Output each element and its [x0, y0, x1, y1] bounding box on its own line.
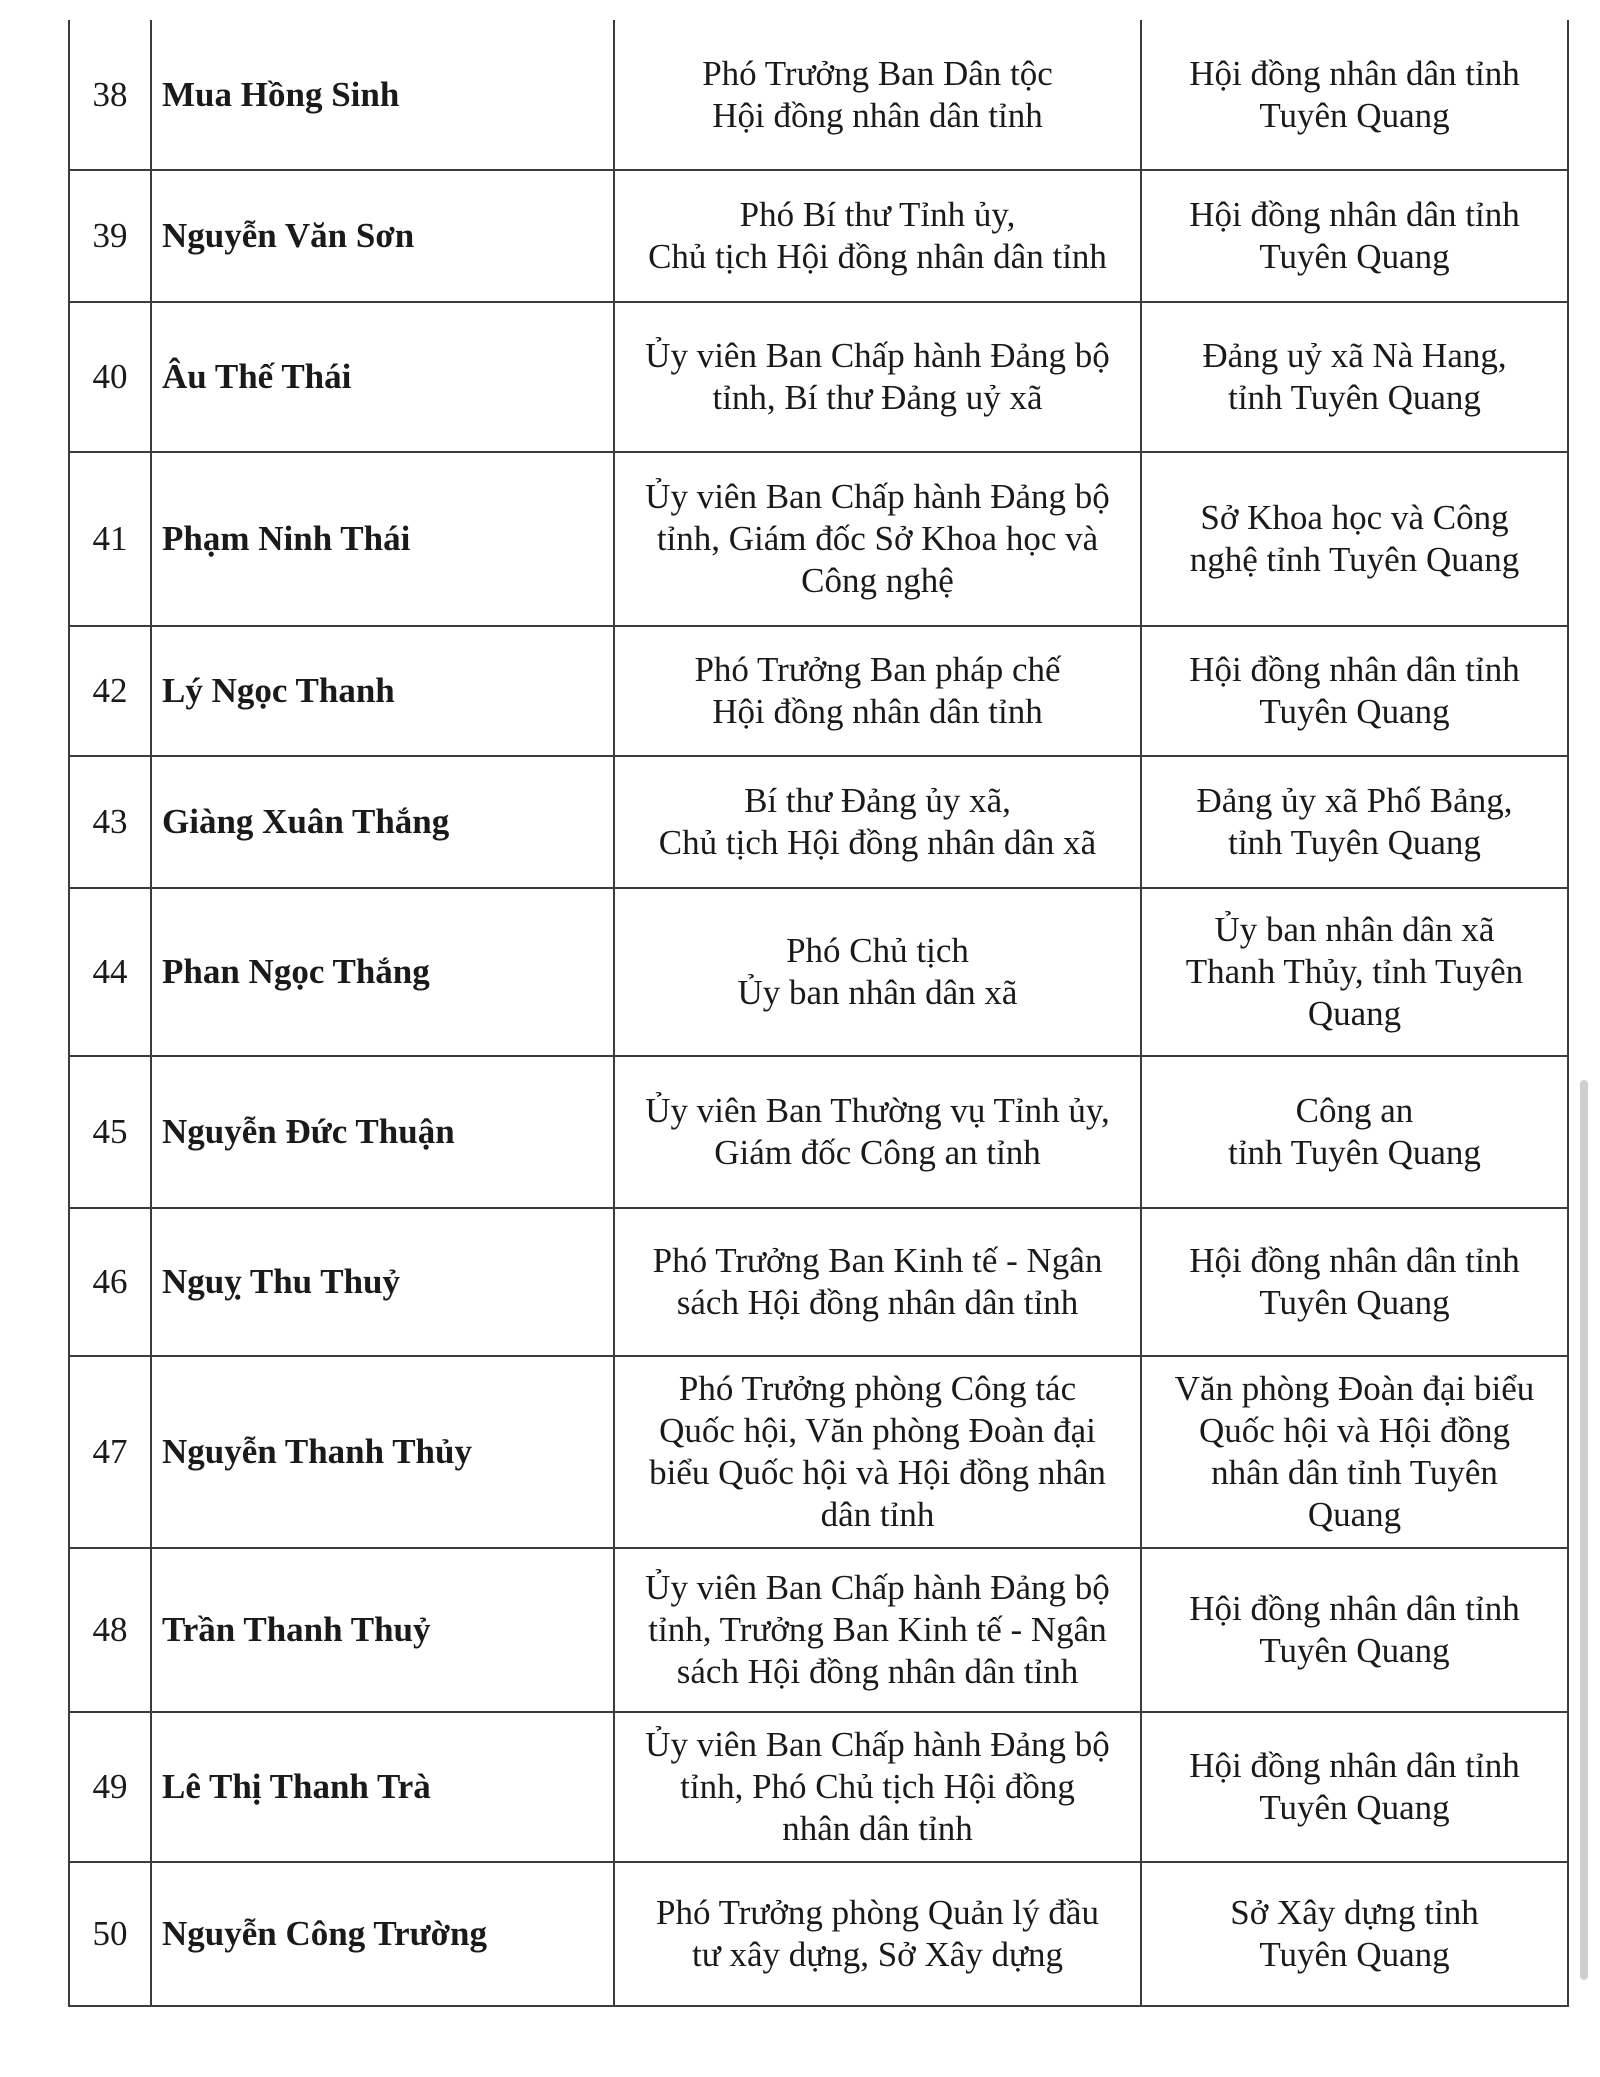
- organization-line: Công an: [1295, 1091, 1414, 1130]
- organization-line: Sở Xây dựng tỉnh: [1230, 1893, 1479, 1932]
- member-position: [614, 1056, 1141, 1208]
- position-line: Ủy ban nhân dân xã: [737, 973, 1018, 1012]
- row-number: 38: [69, 20, 151, 170]
- member-name: Lý Ngọc Thanh: [151, 626, 614, 756]
- member-table-body: [69, 20, 1568, 2006]
- organization-line: Hội đồng nhân dân tỉnh: [1189, 650, 1520, 689]
- position-line: Phó Chủ tịch: [786, 931, 969, 970]
- member-organization: [1141, 452, 1568, 626]
- table-row: [69, 1208, 1568, 1356]
- position-line: Ủy viên Ban Chấp hành Đảng bộ: [645, 1568, 1110, 1607]
- member-name: Phạm Ninh Thái: [151, 452, 614, 626]
- member-position: [614, 626, 1141, 756]
- organization-line: Tuyên Quang: [1259, 1283, 1450, 1322]
- member-organization: [1141, 1862, 1568, 2006]
- row-number: 46: [69, 1208, 151, 1356]
- organization-line: Hội đồng nhân dân tỉnh: [1189, 1589, 1520, 1628]
- member-organization: [1141, 302, 1568, 452]
- member-position: [614, 1208, 1141, 1356]
- member-position: [614, 170, 1141, 302]
- organization-line: Tuyên Quang: [1259, 692, 1450, 731]
- member-organization: [1141, 756, 1568, 888]
- position-line: Bí thư Đảng ủy xã,: [744, 781, 1011, 820]
- member-position: [614, 1548, 1141, 1712]
- position-line: tỉnh, Phó Chủ tịch Hội đồng: [680, 1767, 1075, 1806]
- row-number: 43: [69, 756, 151, 888]
- member-table: [68, 20, 1569, 2007]
- table-row: [69, 1862, 1568, 2006]
- organization-line: Thanh Thủy, tỉnh Tuyên: [1185, 952, 1524, 991]
- organization-line: Sở Khoa học và Công: [1200, 498, 1509, 537]
- member-name: Nguỵ Thu Thuỷ: [151, 1208, 614, 1356]
- row-number: 41: [69, 452, 151, 626]
- organization-line: nhân dân tỉnh Tuyên: [1211, 1453, 1498, 1492]
- position-line: sách Hội đồng nhân dân tỉnh: [676, 1652, 1079, 1691]
- member-name: Mua Hồng Sinh: [151, 20, 614, 170]
- table-row: [69, 20, 1568, 170]
- organization-line: tỉnh Tuyên Quang: [1228, 1133, 1481, 1172]
- table-row: [69, 1056, 1568, 1208]
- member-organization: [1141, 1056, 1568, 1208]
- position-line: Phó Trưởng phòng Quản lý đầu: [656, 1893, 1099, 1932]
- position-line: Ủy viên Ban Chấp hành Đảng bộ: [645, 1725, 1110, 1764]
- position-line: biểu Quốc hội và Hội đồng nhân: [649, 1453, 1106, 1492]
- member-position: [614, 888, 1141, 1056]
- row-number: 42: [69, 626, 151, 756]
- row-number: 48: [69, 1548, 151, 1712]
- member-name: Nguyễn Công Trường: [151, 1862, 614, 2006]
- position-line: Giám đốc Công an tỉnh: [714, 1133, 1041, 1172]
- organization-line: Quốc hội và Hội đồng: [1198, 1411, 1511, 1450]
- table-row: [69, 452, 1568, 626]
- row-number: 44: [69, 888, 151, 1056]
- position-line: Hội đồng nhân dân tỉnh: [712, 95, 1043, 135]
- position-line: Ủy viên Ban Thường vụ Tỉnh ủy,: [645, 1091, 1110, 1130]
- table-row: [69, 888, 1568, 1056]
- organization-line: Ủy ban nhân dân xã: [1214, 910, 1495, 949]
- position-line: tỉnh, Trưởng Ban Kinh tế - Ngân: [648, 1610, 1107, 1649]
- member-organization: [1141, 1356, 1568, 1548]
- member-organization: [1141, 1548, 1568, 1712]
- position-line: Ủy viên Ban Chấp hành Đảng bộ: [645, 477, 1110, 516]
- table-row: [69, 756, 1568, 888]
- member-name: Lê Thị Thanh Trà: [151, 1712, 614, 1862]
- position-line: sách Hội đồng nhân dân tỉnh: [676, 1283, 1079, 1322]
- position-line: nhân dân tỉnh: [782, 1809, 973, 1848]
- row-number: 49: [69, 1712, 151, 1862]
- member-organization: [1141, 170, 1568, 302]
- position-line: tỉnh, Giám đốc Sở Khoa học và: [656, 519, 1099, 558]
- position-line: Quốc hội, Văn phòng Đoàn đại: [659, 1411, 1096, 1450]
- member-position: [614, 302, 1141, 452]
- organization-line: nghệ tỉnh Tuyên Quang: [1189, 540, 1520, 579]
- row-number: 39: [69, 170, 151, 302]
- table-row: [69, 626, 1568, 756]
- organization-line: Hội đồng nhân dân tỉnh: [1189, 1746, 1520, 1785]
- organization-line: Hội đồng nhân dân tỉnh: [1189, 53, 1520, 93]
- row-number: 47: [69, 1356, 151, 1548]
- table-row: [69, 302, 1568, 452]
- organization-line: Tuyên Quang: [1259, 1935, 1450, 1974]
- position-line: tư xây dựng, Sở Xây dựng: [692, 1935, 1063, 1974]
- row-number: 45: [69, 1056, 151, 1208]
- member-name: Phan Ngọc Thắng: [151, 888, 614, 1056]
- member-organization: [1141, 20, 1568, 170]
- organization-line: Tuyên Quang: [1259, 237, 1450, 276]
- organization-line: Đảng ủy xã Phố Bảng,: [1196, 781, 1513, 820]
- organization-line: tỉnh Tuyên Quang: [1228, 823, 1481, 862]
- position-line: Chủ tịch Hội đồng nhân dân tỉnh: [648, 237, 1107, 276]
- row-number: 50: [69, 1862, 151, 2006]
- table-row: [69, 1548, 1568, 1712]
- table-row: [69, 1356, 1568, 1548]
- organization-line: Hội đồng nhân dân tỉnh: [1189, 195, 1520, 234]
- table-row: [69, 1712, 1568, 1862]
- member-organization: [1141, 626, 1568, 756]
- position-line: Phó Bí thư Tỉnh ủy,: [739, 195, 1016, 234]
- organization-line: Tuyên Quang: [1259, 1788, 1450, 1827]
- member-position: [614, 1712, 1141, 1862]
- position-line: Hội đồng nhân dân tỉnh: [712, 692, 1043, 731]
- member-organization: [1141, 1208, 1568, 1356]
- member-name: Trần Thanh Thuỷ: [151, 1548, 614, 1712]
- member-name: Giàng Xuân Thắng: [151, 756, 614, 888]
- member-name: Nguyễn Thanh Thủy: [151, 1356, 614, 1548]
- position-line: Ủy viên Ban Chấp hành Đảng bộ: [645, 336, 1110, 375]
- position-line: Phó Trưởng Ban Dân tộc: [702, 53, 1053, 93]
- member-name: Nguyễn Đức Thuận: [151, 1056, 614, 1208]
- organization-line: Văn phòng Đoàn đại biểu: [1174, 1369, 1535, 1408]
- organization-line: tỉnh Tuyên Quang: [1228, 378, 1481, 417]
- member-name: Nguyễn Văn Sơn: [151, 170, 614, 302]
- position-line: Phó Trưởng Ban Kinh tế - Ngân: [652, 1241, 1103, 1280]
- position-line: Chủ tịch Hội đồng nhân dân xã: [658, 823, 1097, 862]
- organization-line: Đảng uỷ xã Nà Hang,: [1202, 336, 1507, 375]
- member-position: [614, 1862, 1141, 2006]
- organization-line: Quang: [1307, 1495, 1402, 1534]
- row-number: 40: [69, 302, 151, 452]
- organization-line: Tuyên Quang: [1259, 95, 1450, 135]
- position-line: Phó Trưởng phòng Công tác: [678, 1369, 1077, 1408]
- table-row: [69, 170, 1568, 302]
- member-position: [614, 452, 1141, 626]
- member-organization: [1141, 888, 1568, 1056]
- organization-line: Quang: [1307, 994, 1402, 1033]
- organization-line: Hội đồng nhân dân tỉnh: [1189, 1241, 1520, 1280]
- scrollbar-thumb[interactable]: [1580, 1080, 1588, 1980]
- member-position: [614, 756, 1141, 888]
- position-line: Công nghệ: [801, 561, 954, 600]
- member-position: [614, 1356, 1141, 1548]
- position-line: tỉnh, Bí thư Đảng uỷ xã: [712, 378, 1043, 417]
- organization-line: Tuyên Quang: [1259, 1631, 1450, 1670]
- member-position: [614, 20, 1141, 170]
- member-name: Âu Thế Thái: [151, 302, 614, 452]
- position-line: dân tỉnh: [820, 1495, 935, 1534]
- member-organization: [1141, 1712, 1568, 1862]
- position-line: Phó Trưởng Ban pháp chế: [694, 650, 1061, 689]
